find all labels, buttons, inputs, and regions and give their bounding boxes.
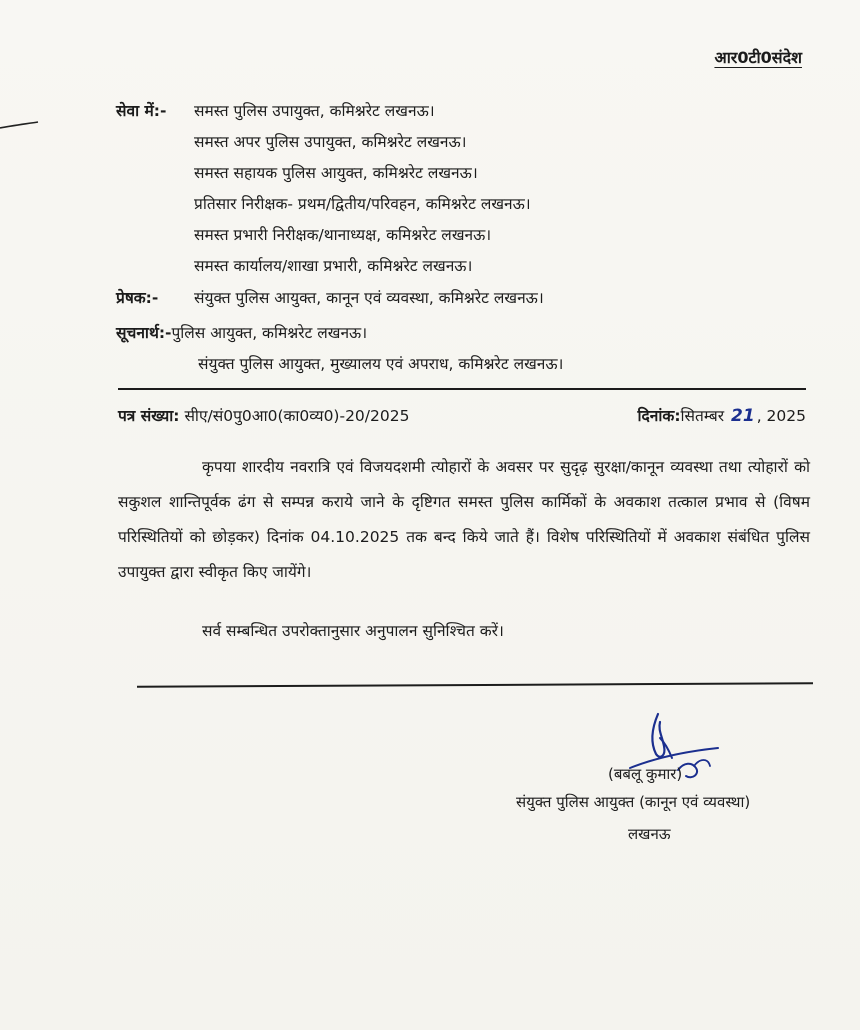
body-paragraph: कृपया शारदीय नवरात्रि एवं विजयदशमी त्योहारों के अवसर पर सुदृढ़ सुरक्षा/कानून व्यवस्था तथा त्योहारों को सकुशल शान्तिपूर्वक ढंग से सम्पन्न कराये जाने के दृष्टिगत समस्त पुलिस कार्मिकों के अवकाश तत्काल प्रभाव से (विषम परिस्थितियों को छोड़कर) दिनांक 04.10.2025 तक बन्द किये जाते हैं। विशेष परिस्थितियों में अवकाश संबंधित पुलिस उपायुक्त द्वारा स्वीकृत किए जायेंगे।	[118, 458, 810, 581]
reference-label: पत्र संख्या:	[118, 407, 180, 425]
date-day-handwritten: 21	[731, 406, 755, 426]
signatory-city: लखनऊ	[628, 825, 671, 843]
recipient-line: समस्त अपर पुलिस उपायुक्त, कमिश्नरेट लखनऊ।	[194, 133, 467, 151]
reference-number	[118, 404, 409, 426]
information-text: पुलिस आयुक्त, कमिश्नरेट लखनऊ।	[171, 324, 368, 342]
information-line	[116, 318, 563, 349]
recipient-line	[116, 96, 531, 127]
date-month: सितम्बर	[680, 407, 725, 425]
reference-row	[118, 404, 806, 426]
closing-line: सर्व सम्बन्धित उपरोक्तानुसार अनुपालन सुनिश्चित करें।	[202, 622, 504, 640]
recipient-line: प्रतिसार निरीक्षक- प्रथम/द्वितीय/परिवहन, कमिश्नरेट लखनऊ।	[194, 195, 531, 213]
date-label: दिनांक:	[637, 407, 681, 425]
letter-date	[638, 404, 806, 426]
sender-block	[116, 283, 544, 314]
date-year: , 2025	[756, 407, 806, 425]
recipient-line: समस्त प्रभारी निरीक्षक/थानाध्यक्ष, कमिश्नरेट लखनऊ।	[194, 226, 492, 244]
signatory-name: (बबलू कुमार)	[608, 765, 683, 783]
suchnarth-label: सूचनार्थ:-	[116, 324, 172, 342]
margin-stroke-mark	[0, 118, 40, 138]
sender-text: संयुक्त पुलिस आयुक्त, कानून एवं व्यवस्था, कमिश्नरेट लखनऊ।	[194, 289, 544, 307]
recipient-line: समस्त कार्यालय/शाखा प्रभारी, कमिश्नरेट लखनऊ।	[194, 257, 473, 275]
handwritten-signature	[600, 708, 740, 798]
divider-bottom	[137, 682, 813, 688]
divider-top	[118, 388, 806, 390]
document-code-heading: आर0टी0संदेश	[714, 48, 802, 67]
information-line: संयुक्त पुलिस आयुक्त, मुख्यालय एवं अपराध, कमिश्नरेट लखनऊ।	[198, 355, 564, 373]
preshak-label: प्रेषक:-	[116, 289, 159, 307]
recipients-block	[116, 96, 531, 282]
recipient-text: समस्त पुलिस उपायुक्त, कमिश्नरेट लखनऊ।	[194, 102, 435, 120]
reference-value: सीए/सं0पु0आ0(का0व्य0)-20/2025	[184, 407, 410, 425]
seva-label: सेवा में:-	[116, 102, 167, 120]
recipient-line: समस्त सहायक पुलिस आयुक्त, कमिश्नरेट लखनऊ।	[194, 164, 478, 182]
information-block	[116, 318, 563, 380]
signatory-title: संयुक्त पुलिस आयुक्त (कानून एवं व्यवस्था)	[516, 793, 751, 811]
